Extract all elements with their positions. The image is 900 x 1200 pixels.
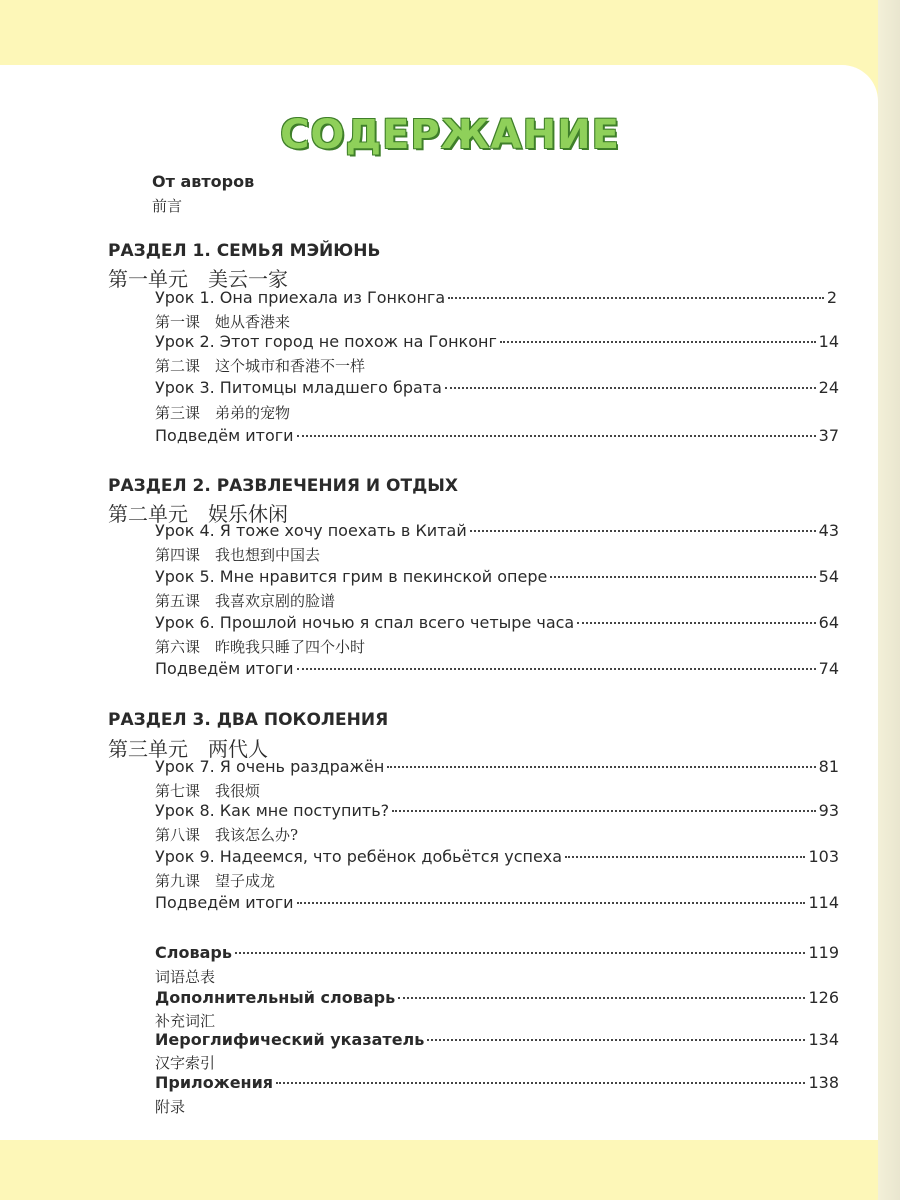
entry-label: Урок 2. Этот город не похож на Гонконг — [155, 332, 497, 351]
entry-label: Урок 1. Она приехала из Гонконга — [155, 288, 446, 307]
toc-entry[interactable] — [155, 332, 839, 351]
page-number: 54 — [818, 567, 839, 586]
page-number: 119 — [808, 943, 839, 962]
entry-label: Иероглифический указатель — [155, 1030, 425, 1049]
toc-entry[interactable] — [155, 378, 839, 397]
page-number: 24 — [818, 378, 839, 397]
entry-label: Дополнительный словарь — [155, 988, 396, 1007]
dot-leader — [470, 530, 816, 532]
dot-leader — [500, 341, 816, 343]
entry-label: Урок 6. Прошлой ночью я спал всего четыре часа — [155, 613, 575, 632]
page-number: 43 — [818, 521, 839, 540]
dot-leader — [427, 1039, 805, 1041]
page-number: 134 — [808, 1030, 839, 1049]
preface-zh: 前言 — [152, 197, 183, 215]
lesson-zh: 第五课 我喜欢京剧的脸谱 — [155, 592, 336, 610]
page-number: 74 — [818, 659, 839, 678]
entry-label: Урок 4. Я тоже хочу поехать в Китай — [155, 521, 467, 540]
lesson-zh: 第三课 弟弟的宠物 — [155, 404, 291, 422]
page-sheet — [0, 65, 878, 1140]
dot-leader — [297, 668, 816, 670]
toc-entry[interactable] — [155, 893, 839, 912]
appendix-zh: 补充词汇 — [155, 1012, 216, 1030]
toc-entry[interactable] — [155, 1030, 839, 1049]
page-edge — [878, 0, 900, 1200]
page-number: 103 — [808, 847, 839, 866]
page-number: 2 — [826, 288, 837, 307]
section-heading: РАЗДЕЛ 1. СЕМЬЯ МЭЙЮНЬ — [108, 241, 381, 261]
appendix-zh: 词语总表 — [155, 968, 216, 986]
toc-entry[interactable] — [155, 426, 839, 445]
page-number: 37 — [818, 426, 839, 445]
toc-entry[interactable] — [155, 567, 839, 586]
toc-entry[interactable] — [155, 757, 839, 776]
entry-label: Приложения — [155, 1073, 274, 1092]
lesson-zh: 第四课 我也想到中国去 — [155, 546, 321, 564]
dot-leader — [577, 622, 815, 624]
page-number: 114 — [808, 893, 839, 912]
toc-entry[interactable] — [155, 943, 839, 962]
dot-leader — [392, 810, 816, 812]
page-title: СОДЕРЖАНИЕ — [280, 112, 620, 158]
unit-title: 第二单元 娱乐休闲 — [108, 502, 288, 526]
entry-label: Урок 8. Как мне поступить? — [155, 801, 390, 820]
lesson-zh: 第六课 昨晚我只睡了四个小时 — [155, 638, 366, 656]
lesson-zh: 第七课 我很烦 — [155, 782, 261, 800]
dot-leader — [398, 997, 805, 999]
lesson-zh: 第八课 我该怎么办? — [155, 826, 299, 844]
entry-label: Урок 9. Надеемся, что ребёнок добьётся успеха — [155, 847, 563, 866]
toc-entry[interactable] — [155, 988, 839, 1007]
page-number: 93 — [818, 801, 839, 820]
lesson-zh: 第九课 望子成龙 — [155, 872, 276, 890]
dot-leader — [550, 576, 815, 578]
dot-leader — [445, 387, 816, 389]
page-number: 64 — [818, 613, 839, 632]
unit-title: 第一单元 美云一家 — [108, 267, 288, 291]
toc-entry[interactable] — [155, 847, 839, 866]
toc-entry[interactable] — [155, 801, 839, 820]
toc-entry[interactable] — [155, 659, 839, 678]
page-number: 14 — [818, 332, 839, 351]
entry-label: Подведём итоги — [155, 426, 294, 445]
appendix-zh: 附录 — [155, 1098, 186, 1116]
page-number: 138 — [808, 1073, 839, 1092]
dot-leader — [297, 902, 806, 904]
dot-leader — [297, 435, 816, 437]
page-number: 126 — [808, 988, 839, 1007]
toc-entry[interactable] — [155, 1073, 839, 1092]
entry-label: Подведём итоги — [155, 893, 294, 912]
entry-label: Урок 5. Мне нравится грим в пекинской опере — [155, 567, 548, 586]
page-number: 81 — [818, 757, 839, 776]
dot-leader — [276, 1082, 805, 1084]
dot-leader — [387, 766, 815, 768]
entry-label: Словарь — [155, 943, 232, 962]
appendix-zh: 汉字索引 — [155, 1054, 216, 1072]
dot-leader — [235, 952, 806, 954]
dot-leader — [565, 856, 805, 858]
section-heading: РАЗДЕЛ 3. ДВА ПОКОЛЕНИЯ — [108, 710, 389, 730]
entry-label: Урок 3. Питомцы младшего брата — [155, 378, 442, 397]
preface-ru: От авторов — [152, 172, 255, 191]
entry-label: Подведём итоги — [155, 659, 294, 678]
unit-title: 第三单元 两代人 — [108, 737, 268, 761]
dot-leader — [448, 297, 824, 299]
lesson-zh: 第一课 她从香港来 — [155, 313, 291, 331]
toc-entry[interactable] — [155, 288, 837, 307]
entry-label: Урок 7. Я очень раздражён — [155, 757, 385, 776]
section-heading: РАЗДЕЛ 2. РАЗВЛЕЧЕНИЯ И ОТДЫХ — [108, 476, 458, 496]
toc-entry[interactable] — [155, 521, 839, 540]
lesson-zh: 第二课 这个城市和香港不一样 — [155, 357, 366, 375]
toc-entry[interactable] — [155, 613, 839, 632]
